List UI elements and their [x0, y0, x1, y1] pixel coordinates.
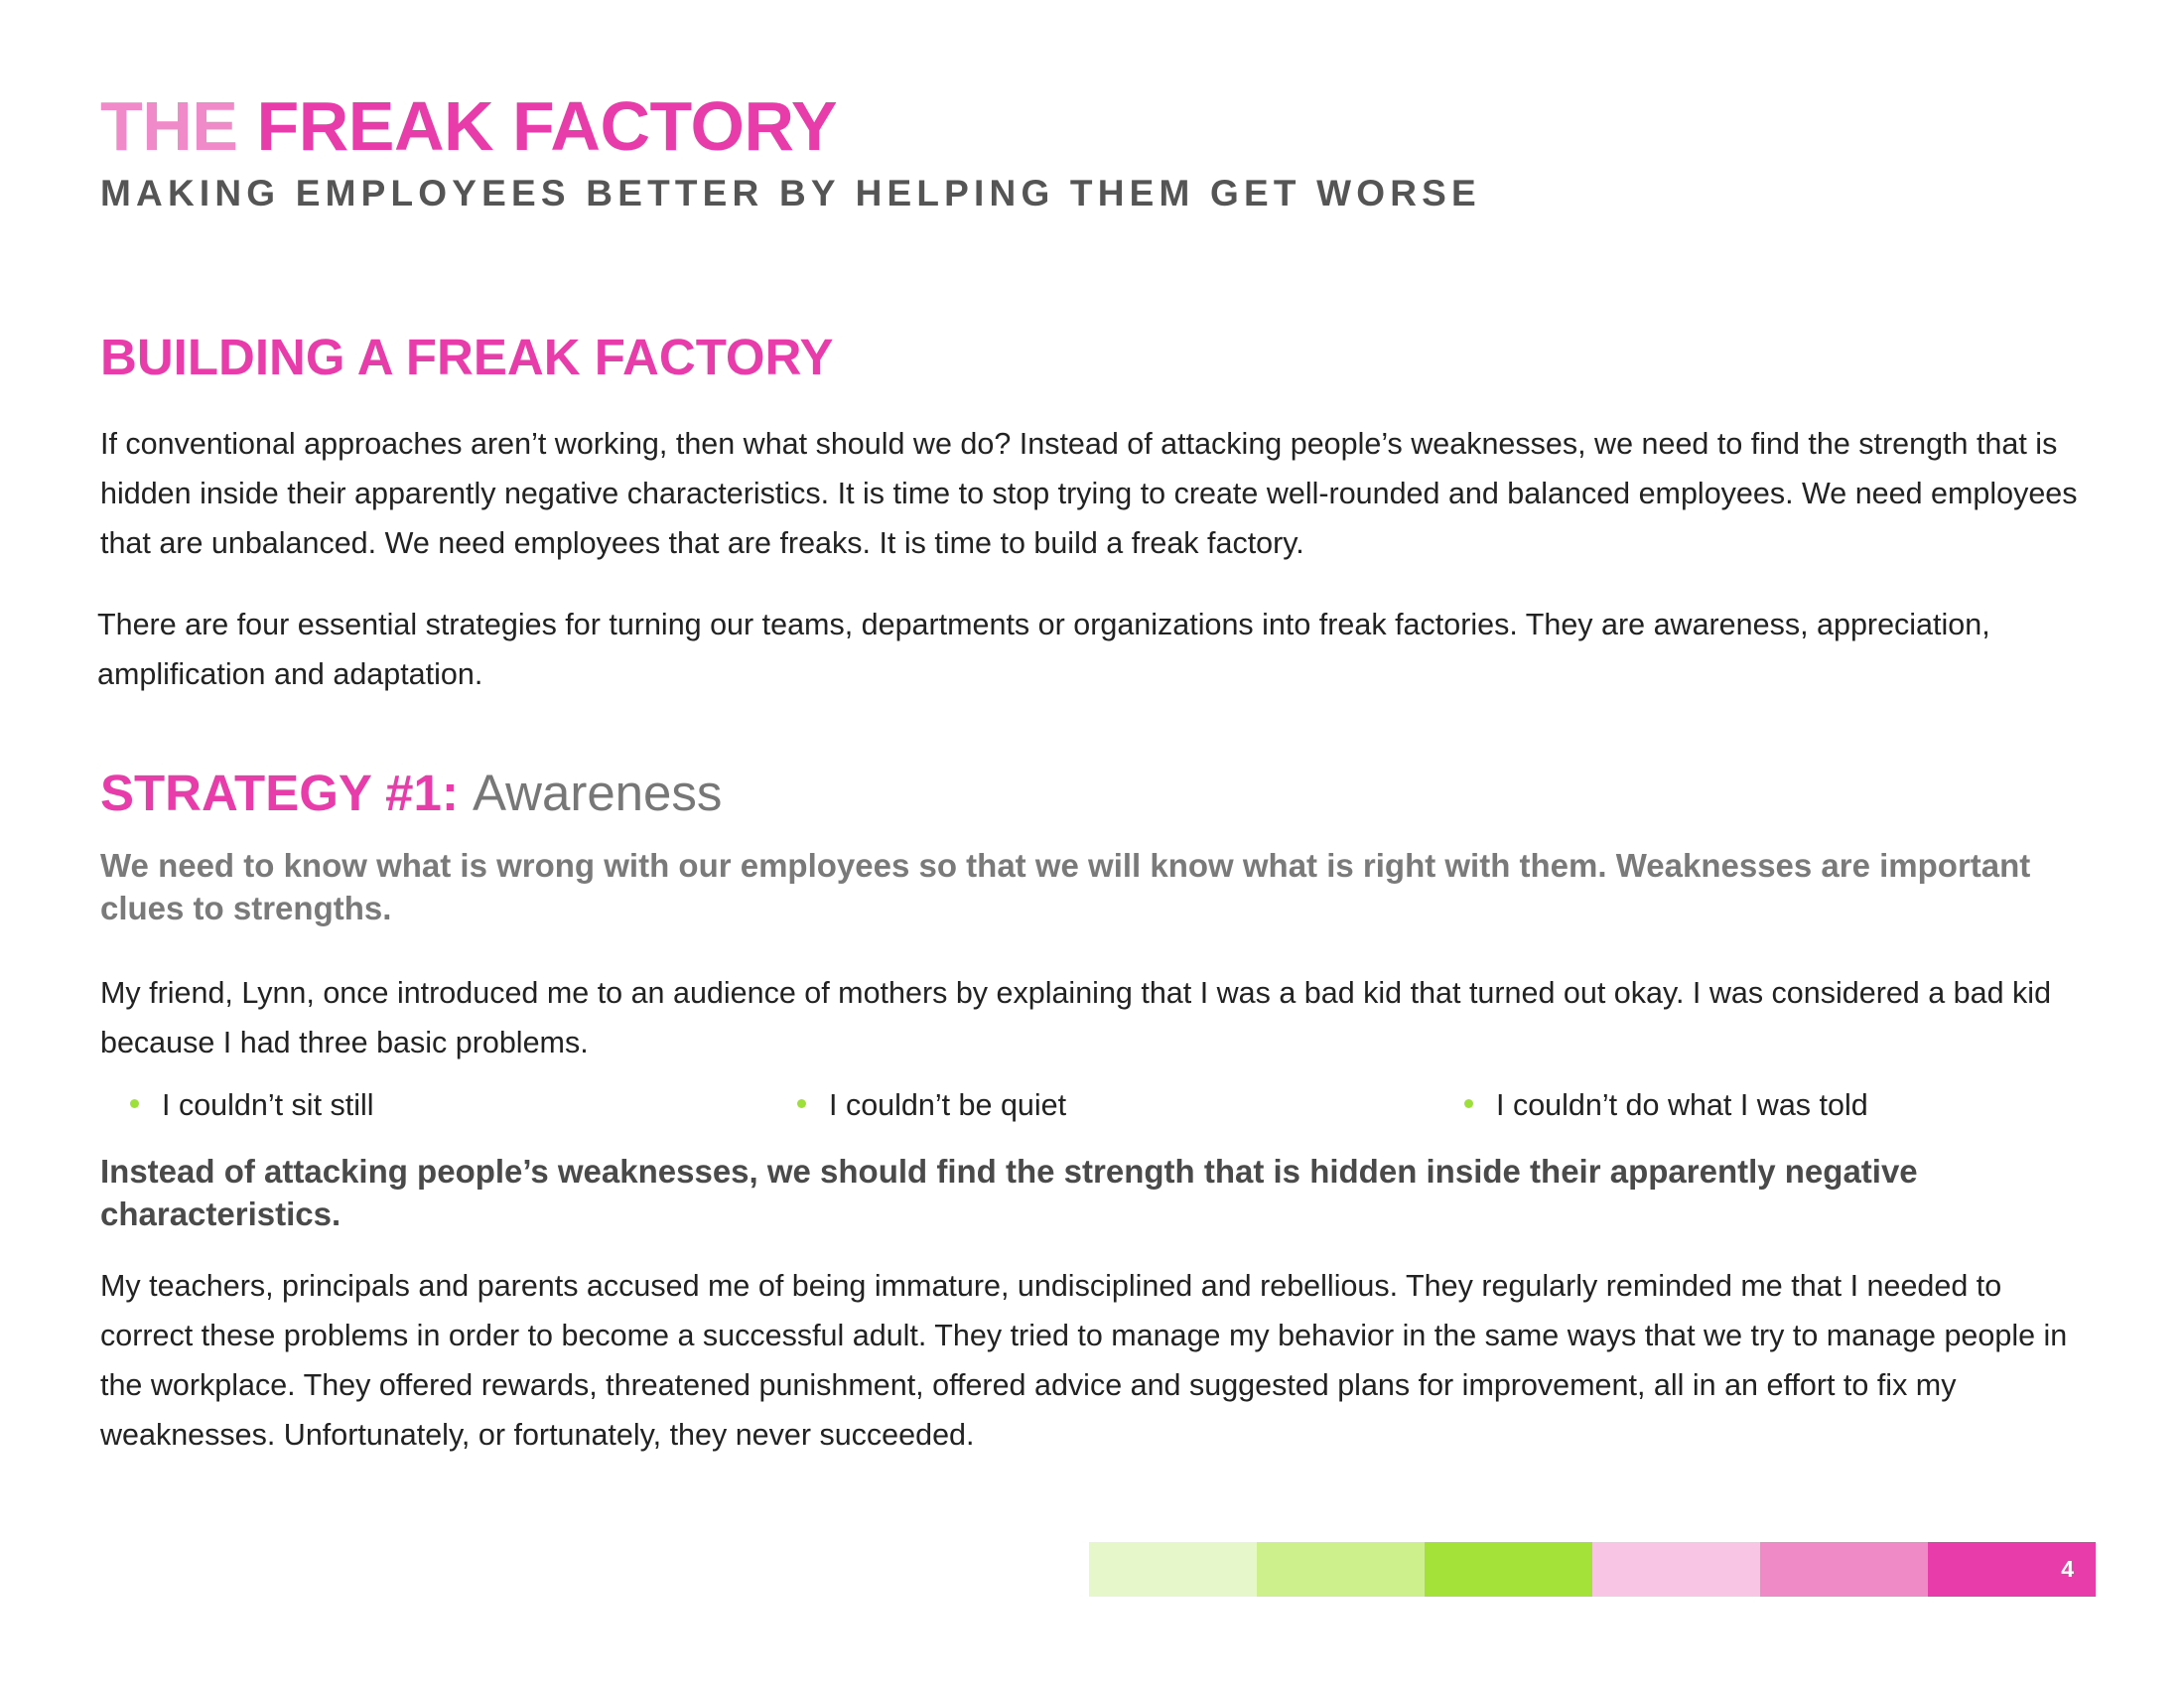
strategy-heading-name: Awareness — [473, 765, 723, 821]
list-item-text: I couldn’t do what I was told — [1496, 1088, 1868, 1122]
color-bar-segment — [1760, 1542, 1928, 1597]
callout-statement: Instead of attacking people’s weaknesses, we should find the strength that is hidden inside their apparently negative characteristics. — [100, 1153, 1918, 1232]
strategies-paragraph: There are four essential strategies for turning our teams, departments or organizations into freak factories. They are awareness, appreciation, amplification and adaptation. — [97, 608, 1990, 691]
list-item — [1464, 1083, 1868, 1127]
footer-color-bar — [1089, 1542, 2096, 1597]
story-paragraph: My friend, Lynn, once introduced me to an audience of mothers by explaining that I was a bad kid that turned out okay. I was considered a bad kid because I had three basic problems. — [100, 976, 2052, 1059]
problems-list — [100, 1083, 2086, 1127]
title-part-2: FREAK FACTORY — [256, 87, 838, 165]
color-bar-segment — [1425, 1542, 1592, 1597]
color-bar-segment — [1592, 1542, 1760, 1597]
page-number: 4 — [2061, 1556, 2074, 1582]
strategy-heading — [100, 765, 723, 821]
teachers-paragraph: My teachers, principals and parents accused me of being immature, undisciplined and rebellious. They regularly reminded me that I needed to correct these problems in order to become a successful adult. They tried to manage my behavior in the same ways that we try to manage people in the workplace. They offered rewards, threatened punishment, offered advice and suggested plans for improvement, all in an effort to fix my weaknesses. Unfortunately, or fortunately, they never succeeded. — [100, 1269, 2068, 1452]
color-bar-segment — [1257, 1542, 1425, 1597]
list-item-text: I couldn’t be quiet — [829, 1088, 1067, 1122]
intro-paragraph: If conventional approaches aren’t working, then what should we do? Instead of attacking people’s weaknesses, we need to find the strength that is hidden inside their apparently negative characteristics. It is time to stop trying to create well-rounded and balanced employees. We need employees that are unbalanced. We need employees that are freaks. It is time to build a freak factory. — [100, 427, 2078, 560]
color-bar-segment — [1928, 1542, 2096, 1597]
list-item-text: I couldn’t sit still — [162, 1088, 374, 1122]
bullet-dot-icon — [797, 1099, 806, 1108]
document-title — [100, 87, 838, 165]
color-bar-segment — [1089, 1542, 1257, 1597]
list-item — [797, 1083, 1066, 1127]
list-item — [130, 1083, 374, 1127]
strategy-lead: We need to know what is wrong with our employees so that we will know what is right with them. Weaknesses are important clues to strengths. — [100, 847, 2031, 926]
title-part-1: THE — [100, 87, 238, 165]
strategy-heading-label: STRATEGY #1: — [100, 765, 459, 821]
section-heading-building: BUILDING A FREAK FACTORY — [100, 329, 834, 385]
document-subtitle: MAKING EMPLOYEES BETTER BY HELPING THEM GET WORSE — [100, 173, 1481, 213]
bullet-dot-icon — [130, 1099, 139, 1108]
bullet-dot-icon — [1464, 1099, 1473, 1108]
